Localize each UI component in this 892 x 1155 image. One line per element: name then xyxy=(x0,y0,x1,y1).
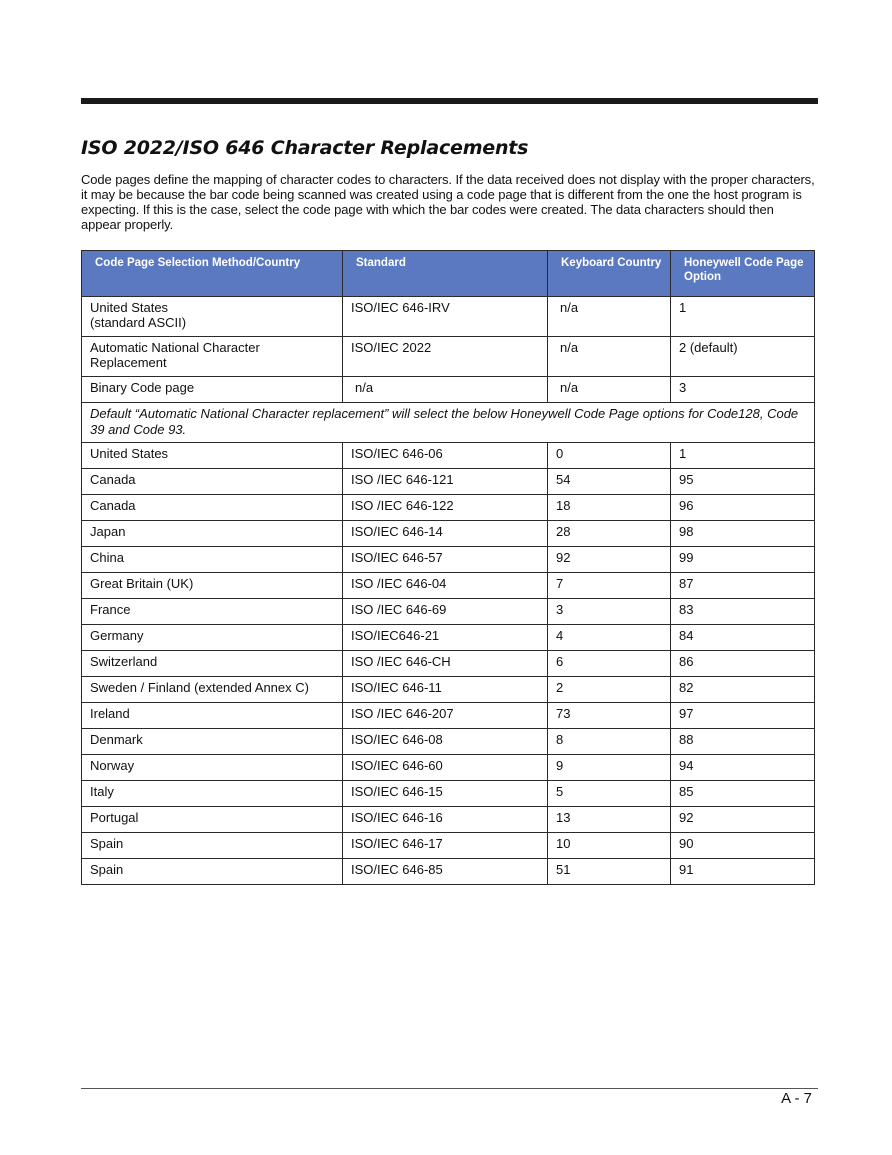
cell-standard: n/a xyxy=(343,377,548,403)
cell-country: Sweden / Finland (extended Annex C) xyxy=(82,677,343,703)
cell-country: Canada xyxy=(82,469,343,495)
cell-keyboard-country: 73 xyxy=(548,703,671,729)
cell-keyboard-country: n/a xyxy=(548,377,671,403)
cell-standard: ISO/IEC 646-17 xyxy=(343,833,548,859)
table-row xyxy=(82,573,815,599)
table-row xyxy=(82,495,815,521)
cell-code-page-option: 82 xyxy=(671,677,815,703)
cell-code-page-option: 90 xyxy=(671,833,815,859)
table-row xyxy=(82,625,815,651)
cell-code-page-option: 98 xyxy=(671,521,815,547)
cell-standard: ISO /IEC 646-121 xyxy=(343,469,548,495)
cell-standard: ISO/IEC 646-14 xyxy=(343,521,548,547)
cell-keyboard-country: 51 xyxy=(548,859,671,885)
table-row xyxy=(82,729,815,755)
table-row xyxy=(82,833,815,859)
cell-standard: ISO /IEC 646-CH xyxy=(343,651,548,677)
cell-country: Norway xyxy=(82,755,343,781)
cell-code-page-option: 91 xyxy=(671,859,815,885)
cell-method: United States (standard ASCII) xyxy=(82,297,343,337)
cell-keyboard-country: 2 xyxy=(548,677,671,703)
page-title: ISO 2022/ISO 646 Character Replacements xyxy=(81,137,529,159)
cell-keyboard-country: 3 xyxy=(548,599,671,625)
table-row xyxy=(82,677,815,703)
cell-code-page-option: 95 xyxy=(671,469,815,495)
table-row xyxy=(82,703,815,729)
cell-code-page-option: 94 xyxy=(671,755,815,781)
cell-country: Portugal xyxy=(82,807,343,833)
cell-keyboard-country: 5 xyxy=(548,781,671,807)
cell-standard: ISO/IEC 646-08 xyxy=(343,729,548,755)
cell-code-page-option: 97 xyxy=(671,703,815,729)
cell-keyboard-country: 13 xyxy=(548,807,671,833)
cell-standard: ISO/IEC 646-IRV xyxy=(343,297,548,337)
cell-keyboard-country: 8 xyxy=(548,729,671,755)
table-note: Default “Automatic National Character replacement” will select the below Honeywell Code Page options for Code128, Code 39 and Code 93. xyxy=(82,403,815,443)
cell-keyboard-country: 28 xyxy=(548,521,671,547)
cell-keyboard-country: 6 xyxy=(548,651,671,677)
cell-code-page-option: 83 xyxy=(671,599,815,625)
table-row xyxy=(82,337,815,377)
table-row xyxy=(82,599,815,625)
table-row xyxy=(82,859,815,885)
cell-keyboard-country: n/a xyxy=(548,297,671,337)
cell-code-page-option: 86 xyxy=(671,651,815,677)
cell-keyboard-country: 0 xyxy=(548,443,671,469)
cell-standard: ISO/IEC 646-15 xyxy=(343,781,548,807)
table-row xyxy=(82,807,815,833)
table-row xyxy=(82,521,815,547)
cell-standard: ISO/IEC646-21 xyxy=(343,625,548,651)
cell-country: Canada xyxy=(82,495,343,521)
page-number: A - 7 xyxy=(781,1090,812,1107)
cell-code-page-option: 85 xyxy=(671,781,815,807)
cell-code-page-option: 88 xyxy=(671,729,815,755)
bottom-rule xyxy=(81,1088,818,1089)
cell-standard: ISO/IEC 646-60 xyxy=(343,755,548,781)
cell-keyboard-country: 54 xyxy=(548,469,671,495)
cell-code-page-option: 3 xyxy=(671,377,815,403)
cell-standard: ISO/IEC 2022 xyxy=(343,337,548,377)
cell-code-page-option: 1 xyxy=(671,297,815,337)
table-header-row xyxy=(82,251,815,297)
column-header-method: Code Page Selection Method/Country xyxy=(82,251,343,297)
cell-standard: ISO /IEC 646-122 xyxy=(343,495,548,521)
cell-keyboard-country: n/a xyxy=(548,337,671,377)
table-row xyxy=(82,469,815,495)
cell-code-page-option: 99 xyxy=(671,547,815,573)
cell-code-page-option: 1 xyxy=(671,443,815,469)
cell-code-page-option: 87 xyxy=(671,573,815,599)
cell-keyboard-country: 9 xyxy=(548,755,671,781)
cell-keyboard-country: 10 xyxy=(548,833,671,859)
table-row xyxy=(82,443,815,469)
cell-country: Denmark xyxy=(82,729,343,755)
cell-keyboard-country: 7 xyxy=(548,573,671,599)
cell-country: United States xyxy=(82,443,343,469)
cell-code-page-option: 96 xyxy=(671,495,815,521)
cell-country: France xyxy=(82,599,343,625)
cell-country: China xyxy=(82,547,343,573)
cell-country: Germany xyxy=(82,625,343,651)
cell-country: Spain xyxy=(82,859,343,885)
cell-country: Switzerland xyxy=(82,651,343,677)
country-rows xyxy=(82,443,815,885)
cell-country: Japan xyxy=(82,521,343,547)
cell-standard: ISO/IEC 646-11 xyxy=(343,677,548,703)
column-header-standard: Standard xyxy=(343,251,548,297)
table-row xyxy=(82,755,815,781)
cell-country: Ireland xyxy=(82,703,343,729)
cell-keyboard-country: 18 xyxy=(548,495,671,521)
table-row xyxy=(82,377,815,403)
table-row xyxy=(82,651,815,677)
table-note-row xyxy=(82,403,815,443)
cell-standard: ISO /IEC 646-207 xyxy=(343,703,548,729)
table-row xyxy=(82,297,815,337)
cell-code-page-option: 84 xyxy=(671,625,815,651)
cell-standard: ISO/IEC 646-06 xyxy=(343,443,548,469)
cell-country: Great Britain (UK) xyxy=(82,573,343,599)
cell-standard: ISO/IEC 646-57 xyxy=(343,547,548,573)
column-header-keyboard-country: Keyboard Country xyxy=(548,251,671,297)
cell-code-page-option: 92 xyxy=(671,807,815,833)
cell-country: Italy xyxy=(82,781,343,807)
table-row xyxy=(82,547,815,573)
intro-paragraph: Code pages define the mapping of character codes to characters. If the data received does not display with the proper characters, it may be because the bar code being scanned was created using a code page that is different from the one the host program is expecting. If this is the case, select the code page with which the bar codes were created. The data characters should then appear properly. xyxy=(81,172,815,232)
cell-country: Spain xyxy=(82,833,343,859)
cell-keyboard-country: 4 xyxy=(548,625,671,651)
cell-method: Binary Code page xyxy=(82,377,343,403)
code-page-table xyxy=(81,250,815,885)
cell-keyboard-country: 92 xyxy=(548,547,671,573)
cell-standard: ISO/IEC 646-16 xyxy=(343,807,548,833)
cell-standard: ISO/IEC 646-85 xyxy=(343,859,548,885)
top-rule xyxy=(81,98,818,104)
cell-method: Automatic National Character Replacement xyxy=(82,337,343,377)
table-row xyxy=(82,781,815,807)
cell-standard: ISO /IEC 646-69 xyxy=(343,599,548,625)
cell-standard: ISO /IEC 646-04 xyxy=(343,573,548,599)
cell-code-page-option: 2 (default) xyxy=(671,337,815,377)
column-header-code-page-option: Honeywell Code Page Option xyxy=(671,251,815,297)
